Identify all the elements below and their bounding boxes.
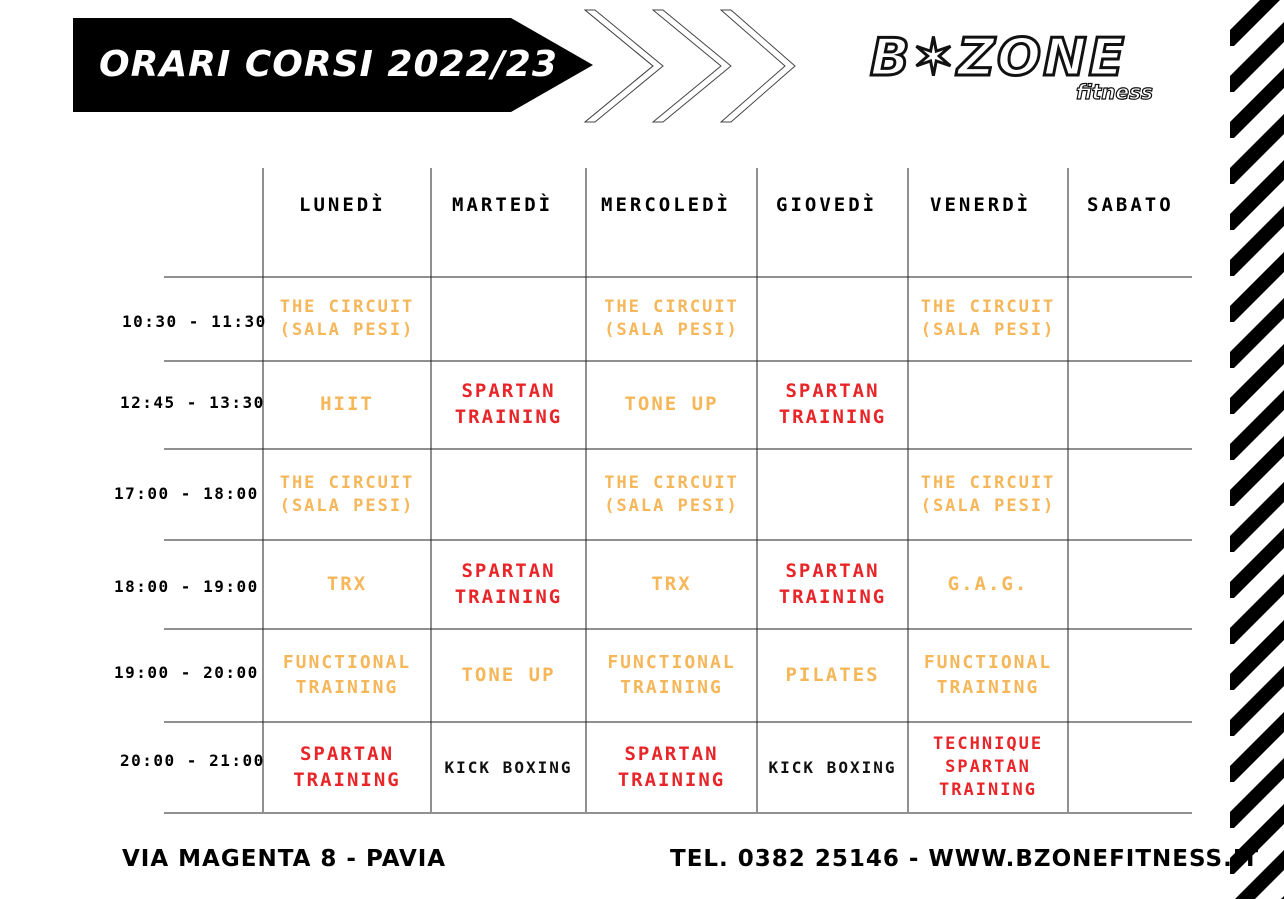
course-name-line: HIIT xyxy=(320,393,374,416)
course-name-line: TRAINING xyxy=(617,768,726,791)
course-name-line: TRX xyxy=(651,572,692,595)
schedule-cell xyxy=(757,629,908,722)
schedule-cell xyxy=(431,722,586,813)
course-name-line: (SALA PESI) xyxy=(279,495,415,516)
schedule-cell xyxy=(908,629,1068,722)
course-name-line: THE CIRCUIT xyxy=(920,297,1056,318)
course-name-line: SPARTAN xyxy=(785,559,880,582)
course-name-line: TRAINING xyxy=(936,676,1040,698)
schedule-cell xyxy=(586,629,757,722)
course-name-line: TRAINING xyxy=(778,406,887,428)
time-slot-label: 17:00 - 18:00 xyxy=(114,484,259,503)
course-name-line: TRX xyxy=(326,572,368,595)
footer-contact: TEL. 0382 25146 - WWW.BZONEFITNESS.IT xyxy=(670,846,1260,872)
schedule-cell xyxy=(757,361,908,449)
page-title: ORARI CORSI 2022/23 xyxy=(99,44,558,85)
course-name-line: KICK BOXING xyxy=(444,757,573,777)
course-name-line: (SALA PESI) xyxy=(920,495,1056,516)
course-name-line: TRAINING xyxy=(293,768,401,791)
bzone-logo xyxy=(870,28,1190,108)
schedule-cell xyxy=(263,540,431,629)
schedule-cell xyxy=(431,449,586,540)
course-name-line: THE CIRCUIT xyxy=(279,297,415,318)
course-name-line: THE CIRCUIT xyxy=(279,472,415,493)
schedule-cell xyxy=(757,449,908,540)
course-name-line: (SALA PESI) xyxy=(279,320,415,340)
course-name-line: SPARTAN xyxy=(624,742,719,765)
course-name-line: SPARTAN xyxy=(461,559,556,582)
time-slot-label: 10:30 - 11:30 xyxy=(122,312,267,331)
course-name-line: TONE UP xyxy=(461,663,556,686)
course-name-line: TRAINING xyxy=(295,676,399,698)
course-name-line: TRAINING xyxy=(620,676,723,698)
time-slot-label: 19:00 - 20:00 xyxy=(114,663,259,682)
schedule-cell xyxy=(757,722,908,813)
schedule-cell xyxy=(263,277,431,361)
schedule-cell xyxy=(263,722,431,813)
schedule-cell xyxy=(908,540,1068,629)
course-name-line: KICK BOXING xyxy=(768,757,897,777)
course-name-line: TRAINING xyxy=(939,779,1037,800)
schedule-cell xyxy=(586,449,757,540)
course-name-line: THE CIRCUIT xyxy=(604,472,739,493)
time-slot-label: 18:00 - 19:00 xyxy=(114,577,259,596)
course-name-line: TRAINING xyxy=(778,585,887,608)
course-name-line: G.A.G. xyxy=(947,572,1029,595)
course-name-line: PILATES xyxy=(785,663,880,686)
schedule-cell xyxy=(1068,629,1192,722)
schedule-cell xyxy=(908,277,1068,361)
course-name-line: FUNCTIONAL xyxy=(282,652,412,674)
schedule-cell xyxy=(431,540,586,629)
course-name-line: FUNCTIONAL xyxy=(607,652,736,674)
schedule-cell xyxy=(431,361,586,449)
logo-subtitle: fitness xyxy=(1076,80,1153,104)
course-name-line: FUNCTIONAL xyxy=(923,652,1053,674)
schedule-cell xyxy=(908,449,1068,540)
footer-address: VIA MAGENTA 8 - PAVIA xyxy=(122,846,447,872)
day-header-mercoledi: MERCOLEDÌ xyxy=(601,194,731,216)
schedule-cell xyxy=(1068,277,1192,361)
schedule-cell xyxy=(431,629,586,722)
schedule-cell xyxy=(1068,361,1192,449)
chevrons-decoration xyxy=(583,8,798,126)
course-name-line: TRAINING xyxy=(454,585,563,608)
schedule-cell xyxy=(431,277,586,361)
course-name-line: (SALA PESI) xyxy=(604,320,739,340)
day-header-sabato: SABATO xyxy=(1087,194,1174,216)
schedule-cell xyxy=(586,540,757,629)
schedule-cell xyxy=(263,629,431,722)
schedule-cell xyxy=(263,361,431,449)
schedule-cell xyxy=(908,722,1068,813)
course-name-line: THE CIRCUIT xyxy=(604,297,739,318)
schedule-cell xyxy=(1068,722,1192,813)
day-header-martedi: MARTEDÌ xyxy=(452,194,554,216)
logo-wordmark: B✶ZONE xyxy=(870,28,1127,88)
day-header-giovedi: GIOVEDÌ xyxy=(776,194,878,216)
schedule-cell xyxy=(586,361,757,449)
course-name-line: (SALA PESI) xyxy=(604,495,739,516)
schedule-cell xyxy=(586,277,757,361)
course-name-line: TECHNIQUE xyxy=(932,734,1044,755)
schedule-cell xyxy=(908,361,1068,449)
course-name-line: THE CIRCUIT xyxy=(920,472,1056,493)
schedule-cell xyxy=(757,540,908,629)
schedule-cell xyxy=(1068,449,1192,540)
day-header-venerdi: VENERDÌ xyxy=(930,194,1032,216)
header-banner xyxy=(73,18,593,112)
schedule-cell xyxy=(757,277,908,361)
course-name-line: SPARTAN xyxy=(461,380,556,403)
course-name-line: TONE UP xyxy=(624,393,719,416)
diagonal-stripes-decoration xyxy=(1230,0,1284,899)
course-name-line: SPARTAN xyxy=(945,757,1031,778)
course-name-line: SPARTAN xyxy=(785,380,880,403)
course-name-line: TRAINING xyxy=(454,406,563,428)
schedule-cell xyxy=(586,722,757,813)
day-header-lunedi: LUNEDÌ xyxy=(299,194,386,216)
time-slot-label: 12:45 - 13:30 xyxy=(120,393,265,412)
time-slot-label: 20:00 - 21:00 xyxy=(120,751,265,770)
schedule-cell xyxy=(263,449,431,540)
course-name-line: SPARTAN xyxy=(299,742,395,765)
course-name-line: (SALA PESI) xyxy=(920,320,1056,340)
schedule-cell xyxy=(1068,540,1192,629)
